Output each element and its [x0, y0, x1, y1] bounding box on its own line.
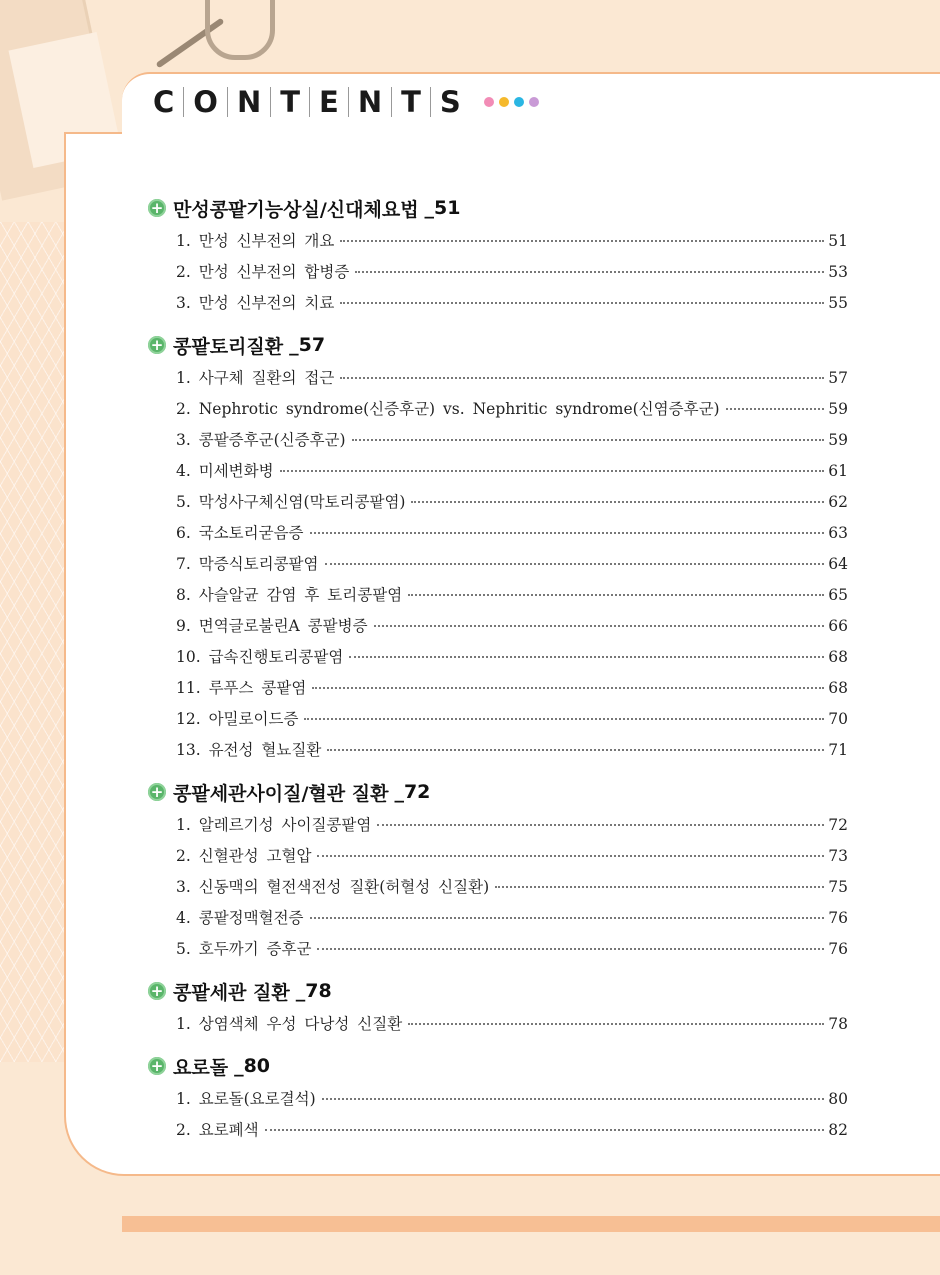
section-spacer: [148, 1040, 848, 1048]
plus-circle-icon: +: [148, 199, 166, 217]
toc-entry[interactable]: [148, 642, 848, 673]
decorative-dots: [484, 97, 539, 107]
entry-page-number: 64: [828, 555, 848, 573]
title-letter: O: [193, 85, 218, 119]
dot-leader: [322, 1097, 824, 1100]
plus-circle-icon: +: [148, 783, 166, 801]
dot-leader: [340, 239, 824, 242]
plus-circle-icon: +: [148, 982, 166, 1000]
dot-leader: [312, 686, 824, 689]
toc-entry[interactable]: [148, 934, 848, 965]
entry-label: 5. 막성사구체신염(막토리콩팥염): [176, 493, 406, 511]
section-heading[interactable]: [148, 774, 848, 810]
toc-entry[interactable]: [148, 1115, 848, 1146]
entry-label: 9. 면역글로불린A 콩팥병증: [176, 617, 368, 635]
toc-entry[interactable]: [148, 549, 848, 580]
entry-page-number: 73: [828, 847, 848, 865]
plus-circle-icon: +: [148, 336, 166, 354]
entry-label: 1. 만성 신부전의 개요: [176, 232, 335, 250]
section-title: 콩팥세관 질환: [173, 981, 290, 1004]
title-letter: T: [280, 85, 301, 119]
toc-entry[interactable]: [148, 226, 848, 257]
toc-entry[interactable]: [148, 810, 848, 841]
section-page: _51: [424, 197, 461, 219]
dot-leader: [377, 823, 824, 826]
toc-section: [148, 973, 848, 1048]
entry-label: 2. 신혈관성 고혈압: [176, 847, 312, 865]
entry-label: 3. 신동맥의 혈전색전성 질환(허혈성 신질환): [176, 878, 490, 896]
section-heading[interactable]: [148, 973, 848, 1009]
toc-entry[interactable]: [148, 487, 848, 518]
plus-circle-icon: +: [148, 1057, 166, 1075]
table-of-contents: [148, 190, 848, 1154]
section-spacer: [148, 1146, 848, 1154]
dot-leader: [325, 562, 824, 565]
entry-page-number: 78: [828, 1015, 848, 1033]
section-title: 요로돌: [173, 1056, 229, 1079]
toc-entry[interactable]: [148, 903, 848, 934]
toc-entry[interactable]: [148, 611, 848, 642]
entry-label: 11. 루푸스 콩팥염: [176, 679, 307, 697]
title-letter: N: [236, 85, 262, 119]
entry-page-number: 80: [828, 1090, 848, 1108]
dot-leader: [726, 407, 824, 410]
section-heading[interactable]: [148, 1048, 848, 1084]
toc-entry[interactable]: [148, 1084, 848, 1115]
section-page: _78: [295, 980, 332, 1002]
toc-entry[interactable]: [148, 841, 848, 872]
dot-leader: [280, 469, 824, 472]
dot-leader: [304, 717, 824, 720]
toc-entry[interactable]: [148, 735, 848, 766]
toc-entry[interactable]: [148, 580, 848, 611]
section-page: _57: [289, 334, 326, 356]
dot-blue: [514, 97, 524, 107]
entry-page-number: 72: [828, 816, 848, 834]
toc-entry[interactable]: [148, 518, 848, 549]
title-letter: E: [319, 85, 339, 119]
contents-title: [153, 86, 539, 118]
entry-page-number: 68: [828, 648, 848, 666]
dot-yellow: [499, 97, 509, 107]
entry-page-number: 75: [828, 878, 848, 896]
entry-page-number: 55: [828, 294, 848, 312]
dot-leader: [317, 854, 824, 857]
dot-pink: [484, 97, 494, 107]
section-spacer: [148, 766, 848, 774]
dot-leader: [340, 376, 824, 379]
toc-entry[interactable]: [148, 704, 848, 735]
toc-section: [148, 774, 848, 973]
entry-label: 6. 국소토리굳음증: [176, 524, 304, 542]
entry-label: 2. 만성 신부전의 합병증: [176, 263, 350, 281]
entry-label: 8. 사슬알균 감염 후 토리콩팥염: [176, 586, 403, 604]
title-letter: T: [401, 85, 421, 119]
entry-label: 7. 막증식토리콩팥염: [176, 555, 319, 573]
toc-section: [148, 1048, 848, 1154]
entry-page-number: 62: [828, 493, 848, 511]
title-letter: C: [153, 85, 175, 119]
toc-entry[interactable]: [148, 872, 848, 903]
entry-page-number: 59: [828, 431, 848, 449]
entry-label: 1. 사구체 질환의 접근: [176, 369, 335, 387]
dot-leader: [411, 500, 824, 503]
entry-page-number: 63: [828, 524, 848, 542]
toc-section: [148, 327, 848, 774]
entry-label: 5. 호두까기 증후군: [176, 940, 312, 958]
entry-page-number: 71: [828, 741, 848, 759]
entry-label: 1. 요로돌(요로결석): [176, 1090, 316, 1108]
toc-entry[interactable]: [148, 363, 848, 394]
dot-leader: [352, 438, 824, 441]
dot-leader: [408, 1022, 824, 1025]
entry-page-number: 59: [828, 400, 848, 418]
entry-page-number: 82: [828, 1121, 848, 1139]
section-heading[interactable]: [148, 327, 848, 363]
entry-label: 12. 아밀로이드증: [176, 710, 299, 728]
entry-page-number: 61: [828, 462, 848, 480]
toc-entry[interactable]: [148, 394, 848, 425]
dot-leader: [310, 531, 824, 534]
dot-leader: [408, 593, 824, 596]
dot-leader: [349, 655, 824, 658]
dot-purple: [529, 97, 539, 107]
toc-entry[interactable]: [148, 257, 848, 288]
section-title: 콩팥세관사이질/혈관 질환: [173, 782, 389, 805]
toc-entry[interactable]: [148, 1009, 848, 1040]
stethoscope-illustration: [205, 0, 275, 60]
entry-label: 1. 상염색체 우성 다낭성 신질환: [176, 1015, 403, 1033]
dot-leader: [355, 270, 824, 273]
dot-leader: [317, 947, 824, 950]
section-spacer: [148, 319, 848, 327]
entry-page-number: 51: [828, 232, 848, 250]
toc-entry[interactable]: [148, 673, 848, 704]
section-page: _72: [394, 781, 431, 803]
footer-band: [122, 1216, 940, 1232]
entry-label: 3. 콩팥증후군(신증후군): [176, 431, 346, 449]
entry-page-number: 57: [828, 369, 848, 387]
toc-section: [148, 190, 848, 327]
entry-label: 2. 요로폐색: [176, 1121, 259, 1139]
section-spacer: [148, 965, 848, 973]
dot-leader: [327, 748, 824, 751]
toc-entry[interactable]: [148, 425, 848, 456]
dot-leader: [310, 916, 824, 919]
side-pattern: [0, 222, 70, 1062]
title-letter: S: [439, 85, 461, 119]
entry-page-number: 76: [828, 940, 848, 958]
section-title: 콩팥토리질환: [173, 335, 284, 358]
section-heading[interactable]: [148, 190, 848, 226]
section-title: 만성콩팥기능상실/신대체요법: [173, 198, 419, 221]
entry-label: 2. Nephrotic syndrome(신증후군) vs. Nephritic syndrome(신염증후군): [176, 400, 720, 418]
entry-label: 10. 급속진행토리콩팥염: [176, 648, 344, 666]
entry-page-number: 53: [828, 263, 848, 281]
entry-page-number: 70: [828, 710, 848, 728]
section-page: _80: [234, 1055, 271, 1077]
entry-page-number: 66: [828, 617, 848, 635]
toc-entry[interactable]: [148, 456, 848, 487]
entry-label: 1. 알레르기성 사이질콩팥염: [176, 816, 372, 834]
entry-page-number: 68: [828, 679, 848, 697]
entry-label: 4. 콩팥정맥혈전증: [176, 909, 304, 927]
entry-label: 13. 유전성 혈뇨질환: [176, 741, 322, 759]
entry-page-number: 76: [828, 909, 848, 927]
entry-label: 3. 만성 신부전의 치료: [176, 294, 335, 312]
dot-leader: [495, 885, 824, 888]
dot-leader: [340, 301, 824, 304]
toc-entry[interactable]: [148, 288, 848, 319]
dot-leader: [265, 1128, 824, 1131]
entry-label: 4. 미세변화병: [176, 462, 274, 480]
entry-page-number: 65: [828, 586, 848, 604]
title-letter: N: [357, 85, 383, 119]
dot-leader: [374, 624, 824, 627]
